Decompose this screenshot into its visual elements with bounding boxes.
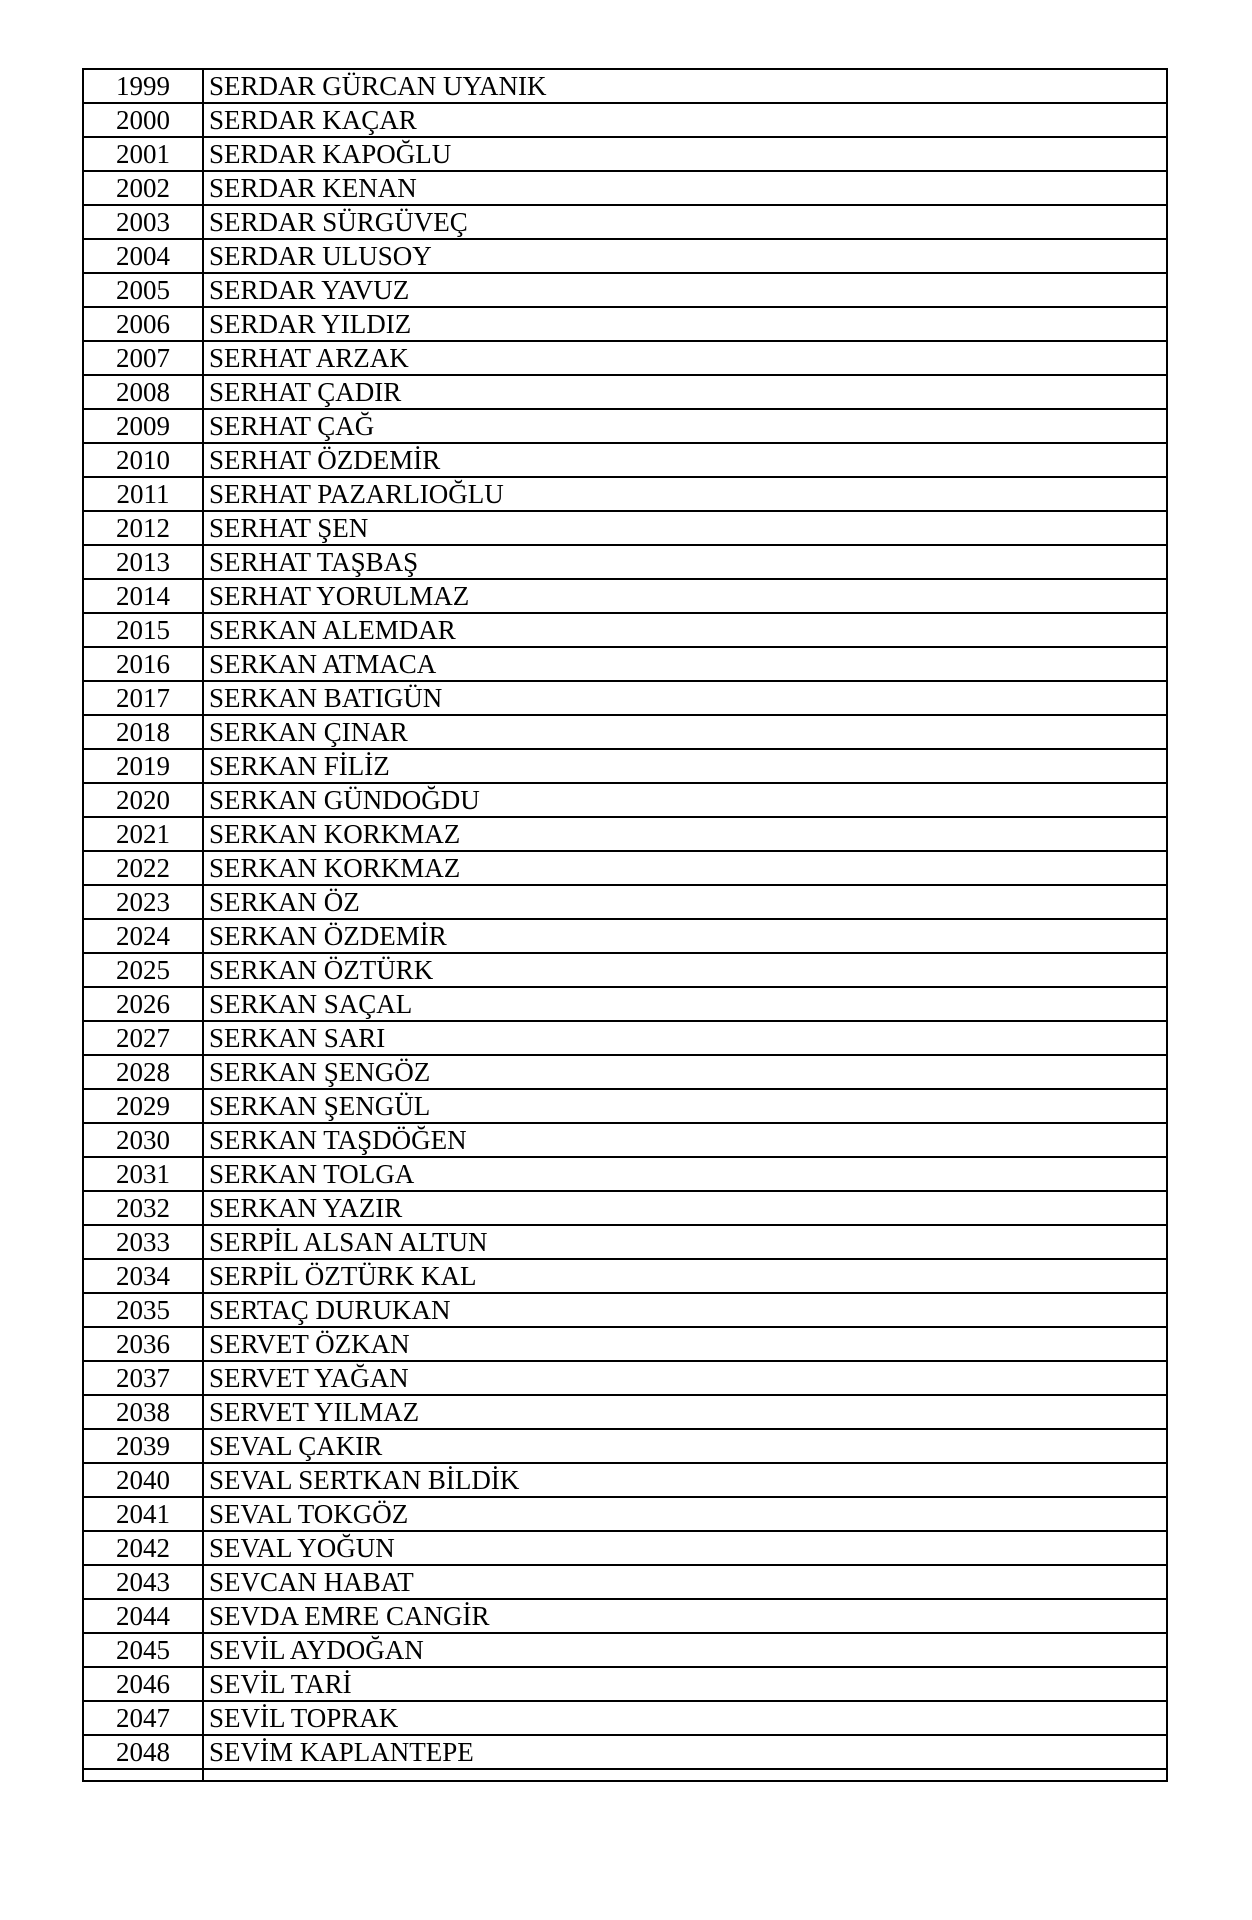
- person-name: SERKAN ALEMDAR: [203, 613, 1167, 647]
- person-name: SERDAR KENAN: [203, 171, 1167, 205]
- row-number: 2007: [83, 341, 203, 375]
- table-row: [83, 987, 1167, 1021]
- person-name: SERKAN ÖZTÜRK: [203, 953, 1167, 987]
- person-name: SERDAR YILDIZ: [203, 307, 1167, 341]
- row-number: 2045: [83, 1633, 203, 1667]
- row-number: 2002: [83, 171, 203, 205]
- table-row: [83, 273, 1167, 307]
- table-row: [83, 1361, 1167, 1395]
- person-name: SERKAN ÇINAR: [203, 715, 1167, 749]
- table-row: [83, 205, 1167, 239]
- table-row: [83, 1327, 1167, 1361]
- row-number: 2023: [83, 885, 203, 919]
- table-row: [83, 171, 1167, 205]
- person-name: SERHAT YORULMAZ: [203, 579, 1167, 613]
- person-name: SERPİL ALSAN ALTUN: [203, 1225, 1167, 1259]
- row-number: 2005: [83, 273, 203, 307]
- row-number: 2036: [83, 1327, 203, 1361]
- person-name: SERHAT ARZAK: [203, 341, 1167, 375]
- person-name: SERDAR ULUSOY: [203, 239, 1167, 273]
- person-name: SEVİL AYDOĞAN: [203, 1633, 1167, 1667]
- table-row: [83, 409, 1167, 443]
- table-row: [83, 1599, 1167, 1633]
- row-number: 2039: [83, 1429, 203, 1463]
- row-number: 2024: [83, 919, 203, 953]
- row-number: 2048: [83, 1735, 203, 1769]
- row-number: 2008: [83, 375, 203, 409]
- name-list-table: [82, 68, 1168, 1782]
- row-number: 2014: [83, 579, 203, 613]
- row-number: 2000: [83, 103, 203, 137]
- row-number: 2044: [83, 1599, 203, 1633]
- row-number: 2038: [83, 1395, 203, 1429]
- empty-number-cell: [83, 1769, 203, 1781]
- person-name: SERPİL ÖZTÜRK KAL: [203, 1259, 1167, 1293]
- row-number: 2043: [83, 1565, 203, 1599]
- person-name: SERHAT ÖZDEMİR: [203, 443, 1167, 477]
- table-row: [83, 307, 1167, 341]
- person-name: SERKAN ATMACA: [203, 647, 1167, 681]
- table-row: [83, 613, 1167, 647]
- empty-name-cell: [203, 1769, 1167, 1781]
- row-number: 2018: [83, 715, 203, 749]
- person-name: SEVAL ÇAKIR: [203, 1429, 1167, 1463]
- person-name: SERHAT ŞEN: [203, 511, 1167, 545]
- row-number: 2037: [83, 1361, 203, 1395]
- person-name: SERDAR SÜRGÜVEÇ: [203, 205, 1167, 239]
- table-row: [83, 103, 1167, 137]
- person-name: SERKAN ÖZ: [203, 885, 1167, 919]
- row-number: 2013: [83, 545, 203, 579]
- table-row: [83, 1395, 1167, 1429]
- table-row: [83, 477, 1167, 511]
- table-row: [83, 375, 1167, 409]
- table-row: [83, 239, 1167, 273]
- name-list-body: [83, 69, 1167, 1781]
- person-name: SERTAÇ DURUKAN: [203, 1293, 1167, 1327]
- row-number: 2017: [83, 681, 203, 715]
- row-number: 2015: [83, 613, 203, 647]
- person-name: SERKAN FİLİZ: [203, 749, 1167, 783]
- row-number: 2003: [83, 205, 203, 239]
- table-row: [83, 681, 1167, 715]
- person-name: SERHAT ÇADIR: [203, 375, 1167, 409]
- table-row: [83, 1259, 1167, 1293]
- person-name: SERKAN SARI: [203, 1021, 1167, 1055]
- row-number: 2011: [83, 477, 203, 511]
- row-number: 2030: [83, 1123, 203, 1157]
- row-number: 2034: [83, 1259, 203, 1293]
- table-row: [83, 1429, 1167, 1463]
- table-row: [83, 783, 1167, 817]
- table-row: [83, 919, 1167, 953]
- person-name: SERKAN ŞENGÜL: [203, 1089, 1167, 1123]
- row-number: 2009: [83, 409, 203, 443]
- table-row: [83, 1191, 1167, 1225]
- person-name: SERKAN KORKMAZ: [203, 817, 1167, 851]
- row-number: 2040: [83, 1463, 203, 1497]
- table-row: [83, 1293, 1167, 1327]
- person-name: SEVİM KAPLANTEPE: [203, 1735, 1167, 1769]
- row-number: 2001: [83, 137, 203, 171]
- person-name: SERVET YILMAZ: [203, 1395, 1167, 1429]
- table-row: [83, 1089, 1167, 1123]
- person-name: SEVAL TOKGÖZ: [203, 1497, 1167, 1531]
- table-row: [83, 817, 1167, 851]
- row-number: 2046: [83, 1667, 203, 1701]
- row-number: 2028: [83, 1055, 203, 1089]
- table-row: [83, 885, 1167, 919]
- table-row: [83, 579, 1167, 613]
- table-row: [83, 1123, 1167, 1157]
- person-name: SEVAL SERTKAN BİLDİK: [203, 1463, 1167, 1497]
- person-name: SERKAN YAZIR: [203, 1191, 1167, 1225]
- person-name: SERKAN BATIGÜN: [203, 681, 1167, 715]
- table-row: [83, 511, 1167, 545]
- row-number: 2021: [83, 817, 203, 851]
- person-name: SERKAN ŞENGÖZ: [203, 1055, 1167, 1089]
- table-row: [83, 137, 1167, 171]
- table-row: [83, 647, 1167, 681]
- person-name: SERDAR KAPOĞLU: [203, 137, 1167, 171]
- table-row: [83, 1667, 1167, 1701]
- row-number: 2031: [83, 1157, 203, 1191]
- row-number: 2041: [83, 1497, 203, 1531]
- table-row: [83, 851, 1167, 885]
- person-name: SEVİL TARİ: [203, 1667, 1167, 1701]
- row-number: 2026: [83, 987, 203, 1021]
- table-row: [83, 1701, 1167, 1735]
- table-row: [83, 715, 1167, 749]
- row-number: 2012: [83, 511, 203, 545]
- row-number: 2035: [83, 1293, 203, 1327]
- row-number: 2027: [83, 1021, 203, 1055]
- table-row: [83, 1497, 1167, 1531]
- person-name: SEVAL YOĞUN: [203, 1531, 1167, 1565]
- table-row: [83, 69, 1167, 103]
- row-number: 2020: [83, 783, 203, 817]
- row-number: 2016: [83, 647, 203, 681]
- person-name: SERDAR KAÇAR: [203, 103, 1167, 137]
- table-row: [83, 443, 1167, 477]
- person-name: SERVET ÖZKAN: [203, 1327, 1167, 1361]
- table-row: [83, 1021, 1167, 1055]
- person-name: SERHAT ÇAĞ: [203, 409, 1167, 443]
- row-number: 2029: [83, 1089, 203, 1123]
- person-name: SERKAN TAŞDÖĞEN: [203, 1123, 1167, 1157]
- table-row: [83, 953, 1167, 987]
- row-number: 2033: [83, 1225, 203, 1259]
- row-number: 2047: [83, 1701, 203, 1735]
- person-name: SERKAN GÜNDOĞDU: [203, 783, 1167, 817]
- row-number: 1999: [83, 69, 203, 103]
- row-number: 2006: [83, 307, 203, 341]
- person-name: SERHAT TAŞBAŞ: [203, 545, 1167, 579]
- table-row: [83, 341, 1167, 375]
- person-name: SERHAT PAZARLIOĞLU: [203, 477, 1167, 511]
- row-number: 2032: [83, 1191, 203, 1225]
- table-row: [83, 545, 1167, 579]
- table-row: [83, 1463, 1167, 1497]
- document-page: [82, 68, 1168, 1782]
- row-number: 2004: [83, 239, 203, 273]
- table-row: [83, 1531, 1167, 1565]
- person-name: SERKAN TOLGA: [203, 1157, 1167, 1191]
- person-name: SERKAN SAÇAL: [203, 987, 1167, 1021]
- table-row: [83, 1055, 1167, 1089]
- row-number: 2022: [83, 851, 203, 885]
- table-row: [83, 1565, 1167, 1599]
- person-name: SERDAR GÜRCAN UYANIK: [203, 69, 1167, 103]
- table-row: [83, 749, 1167, 783]
- person-name: SERDAR YAVUZ: [203, 273, 1167, 307]
- table-row: [83, 1225, 1167, 1259]
- person-name: SERVET YAĞAN: [203, 1361, 1167, 1395]
- person-name: SERKAN KORKMAZ: [203, 851, 1167, 885]
- person-name: SEVCAN HABAT: [203, 1565, 1167, 1599]
- table-row: [83, 1735, 1167, 1769]
- table-row: [83, 1157, 1167, 1191]
- person-name: SEVİL TOPRAK: [203, 1701, 1167, 1735]
- table-row: [83, 1633, 1167, 1667]
- person-name: SERKAN ÖZDEMİR: [203, 919, 1167, 953]
- row-number: 2042: [83, 1531, 203, 1565]
- row-number: 2010: [83, 443, 203, 477]
- row-number: 2025: [83, 953, 203, 987]
- row-number: 2019: [83, 749, 203, 783]
- empty-row: [83, 1769, 1167, 1781]
- person-name: SEVDA EMRE CANGİR: [203, 1599, 1167, 1633]
